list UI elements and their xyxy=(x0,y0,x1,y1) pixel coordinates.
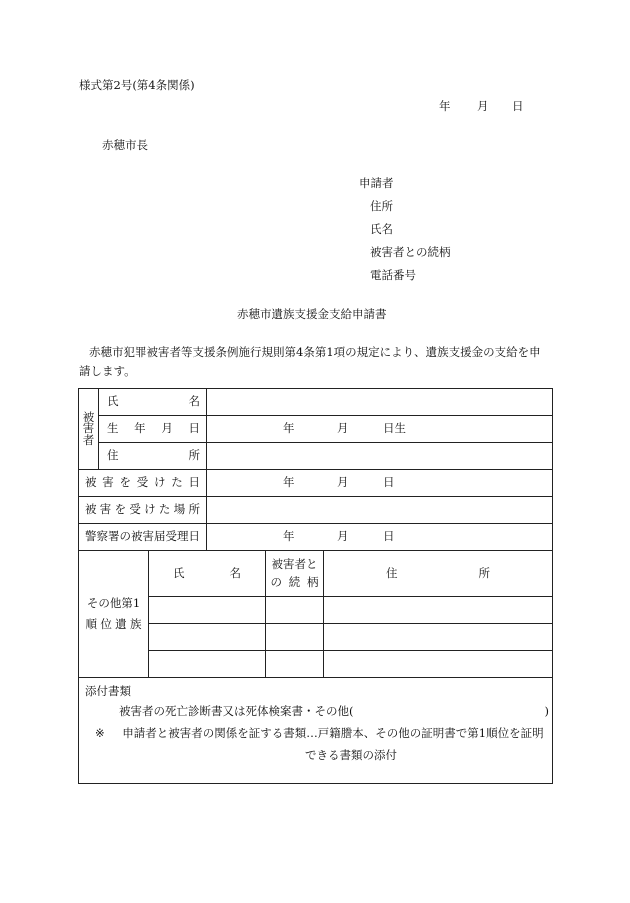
victim-char: 害 xyxy=(82,421,95,436)
label-char: 所 xyxy=(188,502,200,517)
victim-name-label xyxy=(99,389,207,416)
victim-birth-field[interactable] xyxy=(207,416,553,443)
label-char: 被 xyxy=(85,502,97,517)
label-char: 名 xyxy=(229,565,241,580)
application-table xyxy=(78,388,553,784)
victim-address-field[interactable] xyxy=(207,443,553,470)
damage-year: 年 xyxy=(283,475,295,490)
label-char: 日 xyxy=(188,421,200,436)
police-month: 月 xyxy=(337,529,349,544)
label-char: を xyxy=(114,502,127,517)
label-char: 月 xyxy=(161,421,173,436)
bereaved-address-cell[interactable] xyxy=(324,651,553,678)
birth-year: 年 xyxy=(283,421,295,436)
label-char: 年 xyxy=(134,421,146,436)
applicant-phone-label: 電話番号 xyxy=(370,268,416,282)
bereaved-name-cell[interactable] xyxy=(149,597,266,624)
label-char: 所 xyxy=(478,565,491,580)
label-char: 氏 xyxy=(107,394,119,409)
date-day: 日 xyxy=(512,99,524,113)
bereaved-relation-cell[interactable] xyxy=(266,597,324,624)
label-char: 生 xyxy=(107,421,119,436)
label-char: 族 xyxy=(129,617,142,631)
col-header-address xyxy=(324,551,553,597)
relation-line1: 被害者と xyxy=(271,557,318,571)
bereaved-address-cell[interactable] xyxy=(324,597,553,624)
bereaved-address-cell[interactable] xyxy=(324,624,553,651)
label-char: 名 xyxy=(188,394,200,409)
label-char: 受 xyxy=(136,475,149,490)
intro-line-2: 請します。 xyxy=(79,364,136,378)
date-year: 年 xyxy=(439,99,451,113)
damage-date-label xyxy=(79,470,207,497)
note-line-2: できる書類の添付 xyxy=(305,748,397,762)
damage-month: 月 xyxy=(337,475,349,490)
damage-place-label xyxy=(79,497,207,524)
damage-day: 日 xyxy=(383,475,395,490)
police-report-label xyxy=(79,524,207,551)
col-header-relation xyxy=(266,551,324,597)
label-char: け xyxy=(154,475,166,490)
birth-month: 月 xyxy=(337,421,349,436)
note-mark: ※ xyxy=(95,726,105,740)
victim-group-label xyxy=(79,389,99,470)
label-char: 場 xyxy=(173,502,186,517)
attachments-label: 添付書類 xyxy=(85,684,131,698)
label-char: 被 xyxy=(85,475,97,490)
label-char: 続 xyxy=(288,574,301,589)
label-char: た xyxy=(158,502,171,517)
col-header-name xyxy=(149,551,266,597)
victim-char: 者 xyxy=(82,432,95,447)
note-line-1: 申請者と被害者の関係を証する書類…戸籍謄本、その他の証明書で第1順位を証明 xyxy=(122,726,544,740)
label-char: を xyxy=(119,475,131,490)
applicant-name-label: 氏名 xyxy=(370,222,393,236)
label-char: 氏 xyxy=(173,565,185,580)
attachment-note xyxy=(95,728,544,740)
damage-place-field[interactable] xyxy=(207,497,553,524)
label-char: 受 xyxy=(129,502,141,517)
damage-date-field[interactable] xyxy=(207,470,553,497)
label-char: け xyxy=(144,502,156,517)
attachment-item-1-text: 被害者の死亡診断書又は死体検案書・その他( xyxy=(119,704,354,718)
birth-day: 日生 xyxy=(383,421,406,436)
bereaved-relation-cell[interactable] xyxy=(266,651,324,678)
label-char: た xyxy=(171,475,183,490)
label-char: 柄 xyxy=(307,574,319,589)
attachment-item-1-close: ) xyxy=(544,704,549,718)
other-bereaved-label xyxy=(79,551,149,678)
date-month: 月 xyxy=(477,99,489,113)
victim-birth-label xyxy=(99,416,207,443)
other-label-line1: その他第1 xyxy=(86,595,141,610)
victim-address-label xyxy=(99,443,207,470)
police-year: 年 xyxy=(283,529,295,544)
label-char: 住 xyxy=(107,448,119,463)
label-char: 害 xyxy=(102,475,114,490)
police-day: 日 xyxy=(383,529,395,544)
victim-char: 被 xyxy=(82,409,95,424)
applicant-relation-label: 被害者との続柄 xyxy=(370,245,451,259)
attachment-item-1 xyxy=(119,706,549,718)
applicant-address-label: 住所 xyxy=(370,199,393,213)
label-char: 順 xyxy=(85,617,97,631)
victim-name-field[interactable] xyxy=(207,389,553,416)
form-number: 様式第2号(第4条関係) xyxy=(79,78,195,92)
label-char: 位 xyxy=(100,617,112,631)
document-title: 赤穂市遺族支援金支給申請書 xyxy=(237,307,387,321)
label-char: の xyxy=(270,574,282,589)
label-char: 所 xyxy=(188,448,200,463)
police-report-field[interactable] xyxy=(207,524,553,551)
bereaved-name-cell[interactable] xyxy=(149,624,266,651)
bereaved-name-cell[interactable] xyxy=(149,651,266,678)
label-char: 住 xyxy=(386,565,398,580)
label-char: 日 xyxy=(188,475,200,490)
attachments-cell xyxy=(79,678,553,784)
applicant-title: 申請者 xyxy=(359,176,394,190)
label-char: 遺 xyxy=(115,617,127,631)
label-char: 害 xyxy=(99,502,112,517)
intro-line-1: 赤穂市犯罪被害者等支援条例施行規則第4条第1項の規定により、遺族支援金の支給を申 xyxy=(89,345,541,359)
police-label-text: 警察署の被害届受理日 xyxy=(85,529,200,544)
bereaved-relation-cell[interactable] xyxy=(266,624,324,651)
addressee: 赤穂市長 xyxy=(102,138,148,152)
